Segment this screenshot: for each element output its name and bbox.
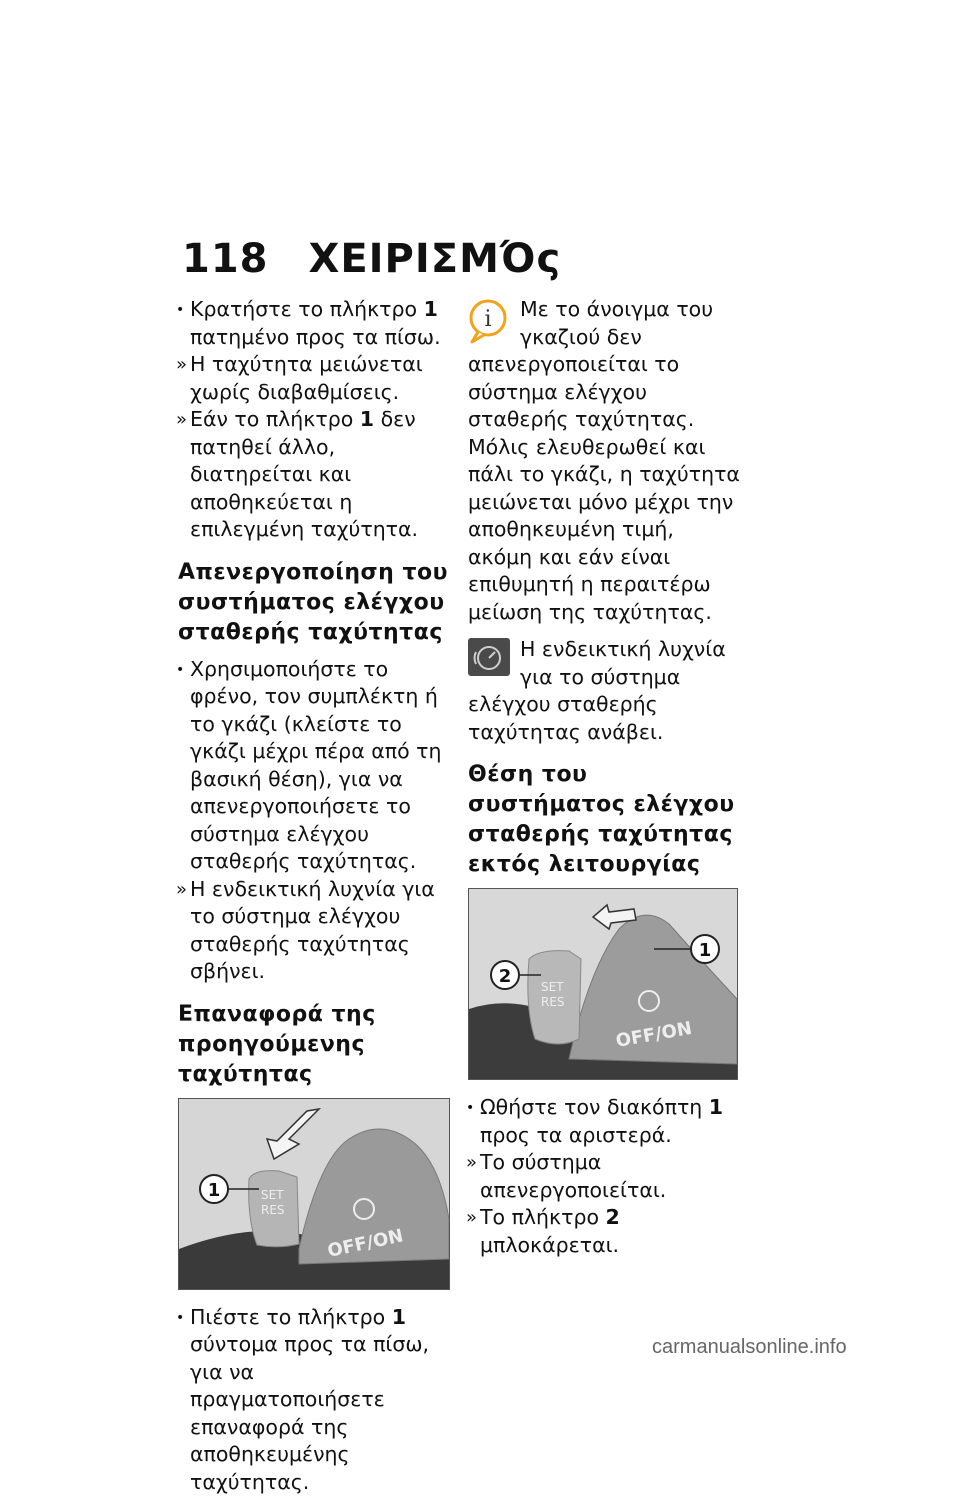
left-column <box>178 296 454 1496</box>
page-number: 118 <box>182 236 269 282</box>
page-header <box>182 236 561 282</box>
list-item: • Κρατήστε το πλήκτρο 1 πατημένο προς τα πίσω. <box>178 296 454 351</box>
set-label: SET <box>541 980 564 994</box>
svg-text:i: i <box>484 307 491 332</box>
offon-label: OFF/ON <box>326 1225 406 1262</box>
intro-list <box>178 296 454 544</box>
right-column <box>468 296 744 1259</box>
callout-number: 1 <box>699 940 712 961</box>
page-title: ΧΕΙΡΙΣΜΌς <box>309 236 562 282</box>
section-heading: Απενεργοποίηση του συστήματος ελέγχου σταθερής ταχύτητας <box>178 558 454 648</box>
res-label: RES <box>261 1203 285 1217</box>
list-item: » Η ενδεικτική λυχνία για το σύστημα ελέγχου σταθερής ταχύτητας σβήνει. <box>178 876 454 986</box>
section-heading: Επαναφορά της προηγούμενης ταχύτητας <box>178 1000 454 1090</box>
set-label: SET <box>261 1188 284 1202</box>
section-heading: Θέση του συστήματος ελέγχου σταθερής ταχύτητας εκτός λειτουργίας <box>468 760 744 880</box>
list-item: » Το πλήκτρο 2 μπλοκάρεται. <box>468 1204 744 1259</box>
list-item: • Πιέστε το πλήκτρο 1 σύντομα προς τα πίσω, για να πραγματοποιήσετε επαναφορά της αποθηκευμένης ταχύτητας. <box>178 1304 454 1496</box>
lamp-note <box>468 636 744 746</box>
info-text: Με το άνοιγμα του γκαζιού δεν απενεργοποιείται το σύστημα ελέγχου σταθερής ταχύτητας. Μόλις ελευθερωθεί και πάλι το γκάζι, η ταχύτητα μειώνεται μόνο μέχρι την αποθηκευμένη τιμή, ακόμη και εάν είναι επιθυμητή η περαιτέρω μείωση της ταχύτητας. <box>468 297 740 624</box>
watermark: carmanualsonline.info <box>652 1336 847 1359</box>
figure-set-res-button <box>178 1098 450 1290</box>
list-item: » Η ταχύτητα μειώνεται χωρίς διαβαθμίσεις. <box>178 351 454 406</box>
list-item: » Εάν το πλήκτρο 1 δεν πατηθεί άλλο, διατηρείται και αποθηκεύεται η επιλεγμένη ταχύτητα. <box>178 406 454 544</box>
list-item: • Χρησιμοποιήστε το φρένο, τον συμπλέκτη ή το γκάζι (κλείστε το γκάζι μέχρι πέρα από τη βασική θέση), για να απενεργοποιήσετε το σύστημα ελέγχου σταθερής ταχύτητας. <box>178 656 454 876</box>
list-item: • Ωθήστε τον διακόπτη 1 προς τα αριστερά. <box>468 1094 744 1149</box>
offon-label: OFF/ON <box>614 1018 693 1052</box>
lamp-text: Η ενδεικτική λυχνία για το σύστημα ελέγχου σταθερής ταχύτητας ανάβει. <box>468 637 726 744</box>
cruise-control-lamp-icon <box>468 638 510 684</box>
info-note <box>468 296 744 626</box>
info-icon <box>468 298 510 344</box>
res-label: RES <box>541 995 565 1009</box>
figure-offon-switch <box>468 888 738 1080</box>
list-item: » Το σύστημα απενεργοποιείται. <box>468 1149 744 1204</box>
callout-number: 2 <box>499 966 512 987</box>
callout-number: 1 <box>208 1180 221 1201</box>
